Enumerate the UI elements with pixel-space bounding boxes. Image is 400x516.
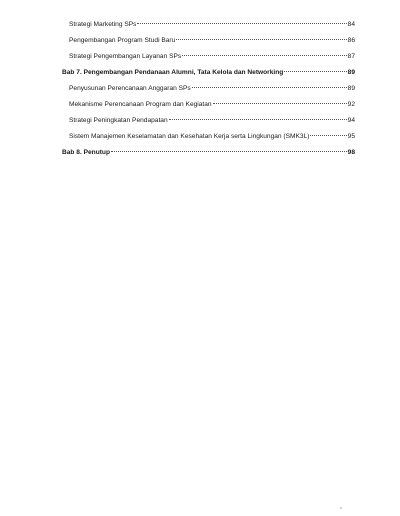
dot-leader xyxy=(169,119,347,120)
toc-entry-title: Sistem Manajemen Keselamatan dan Kesehatan Kerja serta Lingkungan (SMK3L) xyxy=(69,133,310,140)
toc-entry-page: 87 xyxy=(347,53,355,60)
toc-entry-page: 92 xyxy=(347,101,355,108)
toc-entry-page: 89 xyxy=(347,85,355,92)
toc-entry-page: 94 xyxy=(347,117,355,124)
toc-chapter-title: Bab 7. Pengembangan Pendanaan Alumni, Tata Kelola dan Networking xyxy=(62,69,284,76)
dot-leader xyxy=(310,135,346,136)
toc-entry-penyusunan-anggaran[interactable] xyxy=(62,82,355,95)
dot-leader xyxy=(176,39,346,40)
toc-entry-page: 95 xyxy=(347,133,355,140)
dot-leader xyxy=(192,87,347,88)
toc-entry-bab-7[interactable] xyxy=(62,66,355,79)
toc-entry-pengembangan-program-studi[interactable] xyxy=(62,34,355,47)
dot-leader xyxy=(137,23,346,24)
dot-leader xyxy=(111,151,347,152)
toc-entry-bab-8[interactable] xyxy=(62,146,355,159)
toc-entry-title: Strategi Marketing SPs xyxy=(69,21,137,28)
toc-entry-title: Strategi Peningkatan Pendapatan xyxy=(69,117,168,124)
dot-leader xyxy=(213,103,347,104)
toc-entry-page: 84 xyxy=(347,21,355,28)
dot-leader xyxy=(284,71,346,72)
toc-entry-title: Strategi Pengembangan Layanan SPs xyxy=(69,53,182,60)
dot-leader xyxy=(182,55,346,56)
toc-entry-page: 86 xyxy=(347,37,355,44)
toc-entry-title: Penyusunan Perencanaan Anggaran SPs xyxy=(69,85,191,92)
toc-entry-mekanisme-perencanaan[interactable] xyxy=(62,98,355,111)
toc-entry-title: Mekanisme Perencanaan Program dan Kegiatan xyxy=(69,101,212,108)
page-number: x xyxy=(340,505,344,510)
toc-entry-strategi-layanan[interactable] xyxy=(62,50,355,63)
toc-entry-smk3l[interactable] xyxy=(62,130,355,143)
toc-entry-title: Pengembangan Program Studi Baru xyxy=(69,37,176,44)
toc-entry-strategi-pendapatan[interactable] xyxy=(62,114,355,127)
toc-entry-page: 98 xyxy=(347,149,355,156)
toc-entry-strategi-marketing[interactable] xyxy=(62,18,355,31)
table-of-contents xyxy=(62,18,355,162)
toc-chapter-title: Bab 8. Penutup xyxy=(62,149,110,156)
toc-entry-page: 89 xyxy=(347,69,355,76)
